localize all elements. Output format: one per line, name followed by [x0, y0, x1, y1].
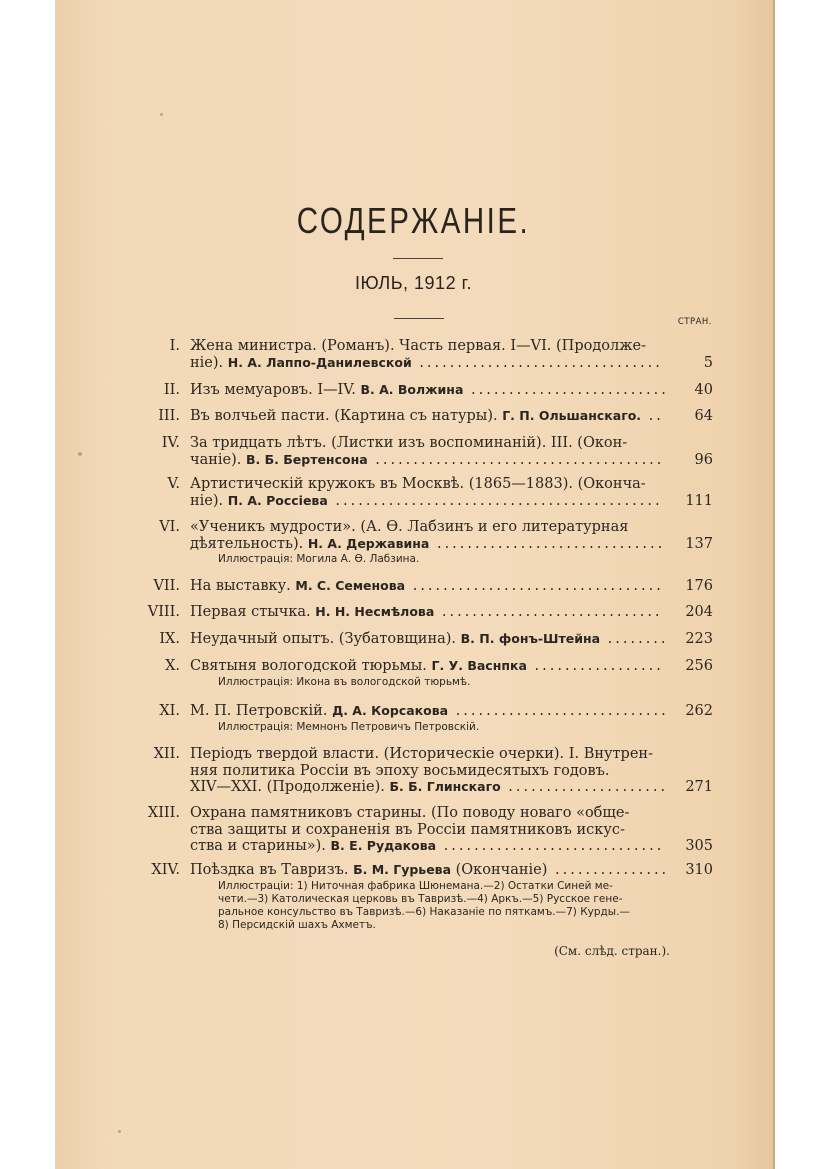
entry-author: Г. П. Ольшанскаго.: [502, 408, 642, 423]
leader-dots: ..: [641, 408, 664, 424]
entry-title-line: Святыня вологодской тюрьмы. Г. У. Васнпка .................: [190, 658, 664, 674]
entry-author: Б. М. Гурьева: [353, 862, 452, 877]
entry-page-number: 256: [685, 658, 713, 674]
entry-title-line: Неудачный опытъ. (Зубатовщина). В. П. фонъ-Штейна ........: [190, 631, 669, 647]
entry-title-line: Артистическій кружокъ въ Москвѣ. (1865—1883). (Оконча-: [190, 476, 646, 492]
entry-number: I.: [169, 338, 180, 354]
page-edge: [773, 0, 775, 1169]
entry-author: Н. А. Лаппо-Данилевской: [227, 354, 412, 370]
entry-title-line: чаніе). В. Б. Бертенсона ......................................: [190, 451, 665, 468]
leader-dots: .................: [526, 658, 664, 674]
leader-dots: .............................: [436, 838, 665, 855]
entry-title-line: М. П. Петровскій. Д. А. Корсакова ............................: [190, 703, 669, 719]
continued-note: (См. слѣд. стран.).: [554, 944, 670, 958]
scan-speck: [118, 1130, 121, 1133]
divider: [394, 318, 444, 319]
entry-author: Н. А. Державина: [307, 535, 430, 551]
illustration-note: 8) Персидскій шахъ Ахметъ.: [218, 918, 376, 931]
entry-number: VI.: [159, 519, 180, 535]
entry-page-number: 137: [685, 535, 713, 552]
entry-title-line: няя политика Россіи въ эпоху восьмидесятыхъ годовъ.: [190, 762, 610, 779]
entry-number: II.: [163, 382, 180, 398]
entry-author: Н. Н. Несмѣлова: [315, 604, 435, 619]
entry-title-line: ніе). Н. А. Лаппо-Данилевской ................................: [190, 354, 663, 371]
entry-page-number: 40: [694, 382, 713, 398]
entry-title-line: XIV—XXI. (Продолженіе). Б. Б. Глинскаго .....................: [190, 779, 669, 796]
entry-title-line: ства защиты и сохраненія въ Россіи памятниковъ искус-: [190, 821, 625, 838]
entry-author: М. С. Семенова: [295, 578, 406, 593]
leader-dots: .....................: [500, 779, 669, 796]
entry-author: В. П. фонъ-Штейна: [460, 631, 601, 646]
scan-speck: [160, 113, 163, 116]
entry-title-line: Первая стычка. Н. Н. Несмѣлова .............................: [190, 604, 663, 620]
entry-page-number: 271: [685, 779, 713, 796]
entry-author: В. Е. Рудакова: [330, 838, 437, 854]
entry-title-line: Поѣздка въ Тавризъ. Б. М. Гурьева (Окончаніе) ...............: [190, 862, 670, 878]
illustration-note: Иллюстрація: Могила А. Ѳ. Лабзина.: [218, 553, 420, 566]
entry-author: П. А. Россіева: [227, 492, 328, 508]
illustration-note: ральное консульство въ Тавризѣ.—6) Наказаніе по пяткамъ.—7) Курды.—: [218, 905, 630, 918]
entry-page-number: 262: [685, 703, 713, 719]
entry-title-line: На выставку. М. С. Семенова .................................: [190, 578, 664, 594]
entry-title-line: дѣятельность). Н. А. Державина ..............................: [190, 535, 666, 552]
entry-title-line: Изъ мемуаровъ. I—IV. В. А. Волжина ..........................: [190, 382, 669, 398]
entry-page-number: 305: [685, 838, 713, 855]
entry-number: III.: [158, 408, 180, 424]
leader-dots: ...........................................: [327, 492, 663, 509]
entry-title-line: Охрана памятниковъ старины. (По поводу новаго «обще-: [190, 805, 630, 821]
leader-dots: ................................: [411, 354, 663, 371]
entry-page-number: 5: [703, 354, 713, 371]
entry-page-number: 111: [685, 492, 713, 509]
entry-number: XII.: [153, 746, 180, 762]
leader-dots: ..........................: [463, 382, 669, 398]
entry-title-line: ства и старины»). В. Е. Рудакова .............................: [190, 838, 665, 855]
entry-title-line: ніе). П. А. Россіева ...........................................: [190, 492, 663, 509]
entry-page-number: 310: [685, 862, 713, 878]
entry-page-number: 223: [685, 631, 713, 647]
leader-dots: ......................................: [367, 451, 665, 468]
entry-number: V.: [167, 476, 180, 492]
entry-author: Г. У. Васнпка: [431, 658, 527, 673]
entry-number: XIV.: [151, 862, 180, 878]
entry-title-line: За тридцать лѣтъ. (Листки изъ воспоминаній). III. (Окон-: [190, 435, 628, 451]
entry-number: IV.: [161, 435, 180, 451]
leader-dots: ..............................: [429, 535, 666, 552]
entry-title-line: Періодъ твердой власти. (Историческіе очерки). I. Внутрен-: [190, 746, 653, 762]
leader-dots: .................................: [405, 578, 664, 594]
leader-dots: ........: [600, 631, 669, 647]
leader-dots: ...............: [547, 862, 670, 878]
entry-number: XI.: [159, 703, 180, 719]
entry-page-number: 204: [685, 604, 713, 620]
entry-title-line: Въ волчьей пасти. (Картина съ натуры). Г. П. Ольшанскаго. ..: [190, 408, 664, 424]
entry-number: XIII.: [147, 805, 180, 821]
entry-number: X.: [165, 658, 180, 674]
entry-author: Д. А. Корсакова: [332, 703, 449, 718]
entry-number: VIII.: [147, 604, 180, 620]
illustration-note: Иллюстрація: Икона въ вологодской тюрьмѣ.: [218, 675, 471, 688]
entry-number: VII.: [153, 578, 180, 594]
entry-page-number: 96: [694, 451, 713, 468]
scan-speck: [78, 452, 82, 456]
issue-date: ІЮЛЬ, 1912 г.: [355, 273, 472, 293]
entry-title-line: Жена министра. (Романъ). Часть первая. I—VI. (Продолже-: [190, 338, 647, 354]
illustration-note: Иллюстраціи: 1) Ниточная фабрика Шюнемана.—2) Остатки Синей ме-: [218, 879, 613, 892]
entry-page-number: 64: [694, 408, 713, 424]
entry-page-number: 176: [685, 578, 713, 594]
illustration-note: Иллюстрація: Мемнонъ Петровичъ Петровскій.: [218, 720, 480, 733]
entry-author: В. Б. Бертенсона: [246, 451, 368, 467]
entry-number: IX.: [159, 631, 180, 647]
divider: [393, 258, 443, 259]
page-column-label: СТРАН.: [677, 317, 712, 327]
leader-dots: .............................: [434, 604, 663, 620]
entry-author: Б. Б. Глинскаго: [389, 779, 501, 795]
entry-title-line: «Ученикъ мудрости». (А. Ѳ. Лабзинъ и его литературная: [190, 519, 629, 535]
page-title: СОДЕРЖАНІЕ.: [296, 200, 531, 241]
illustration-note: чети.—3) Католическая церковь въ Тавризѣ.—4) Аркъ.—5) Русское гене-: [218, 892, 623, 905]
leader-dots: ............................: [448, 703, 669, 719]
entry-author: В. А. Волжина: [360, 382, 464, 397]
